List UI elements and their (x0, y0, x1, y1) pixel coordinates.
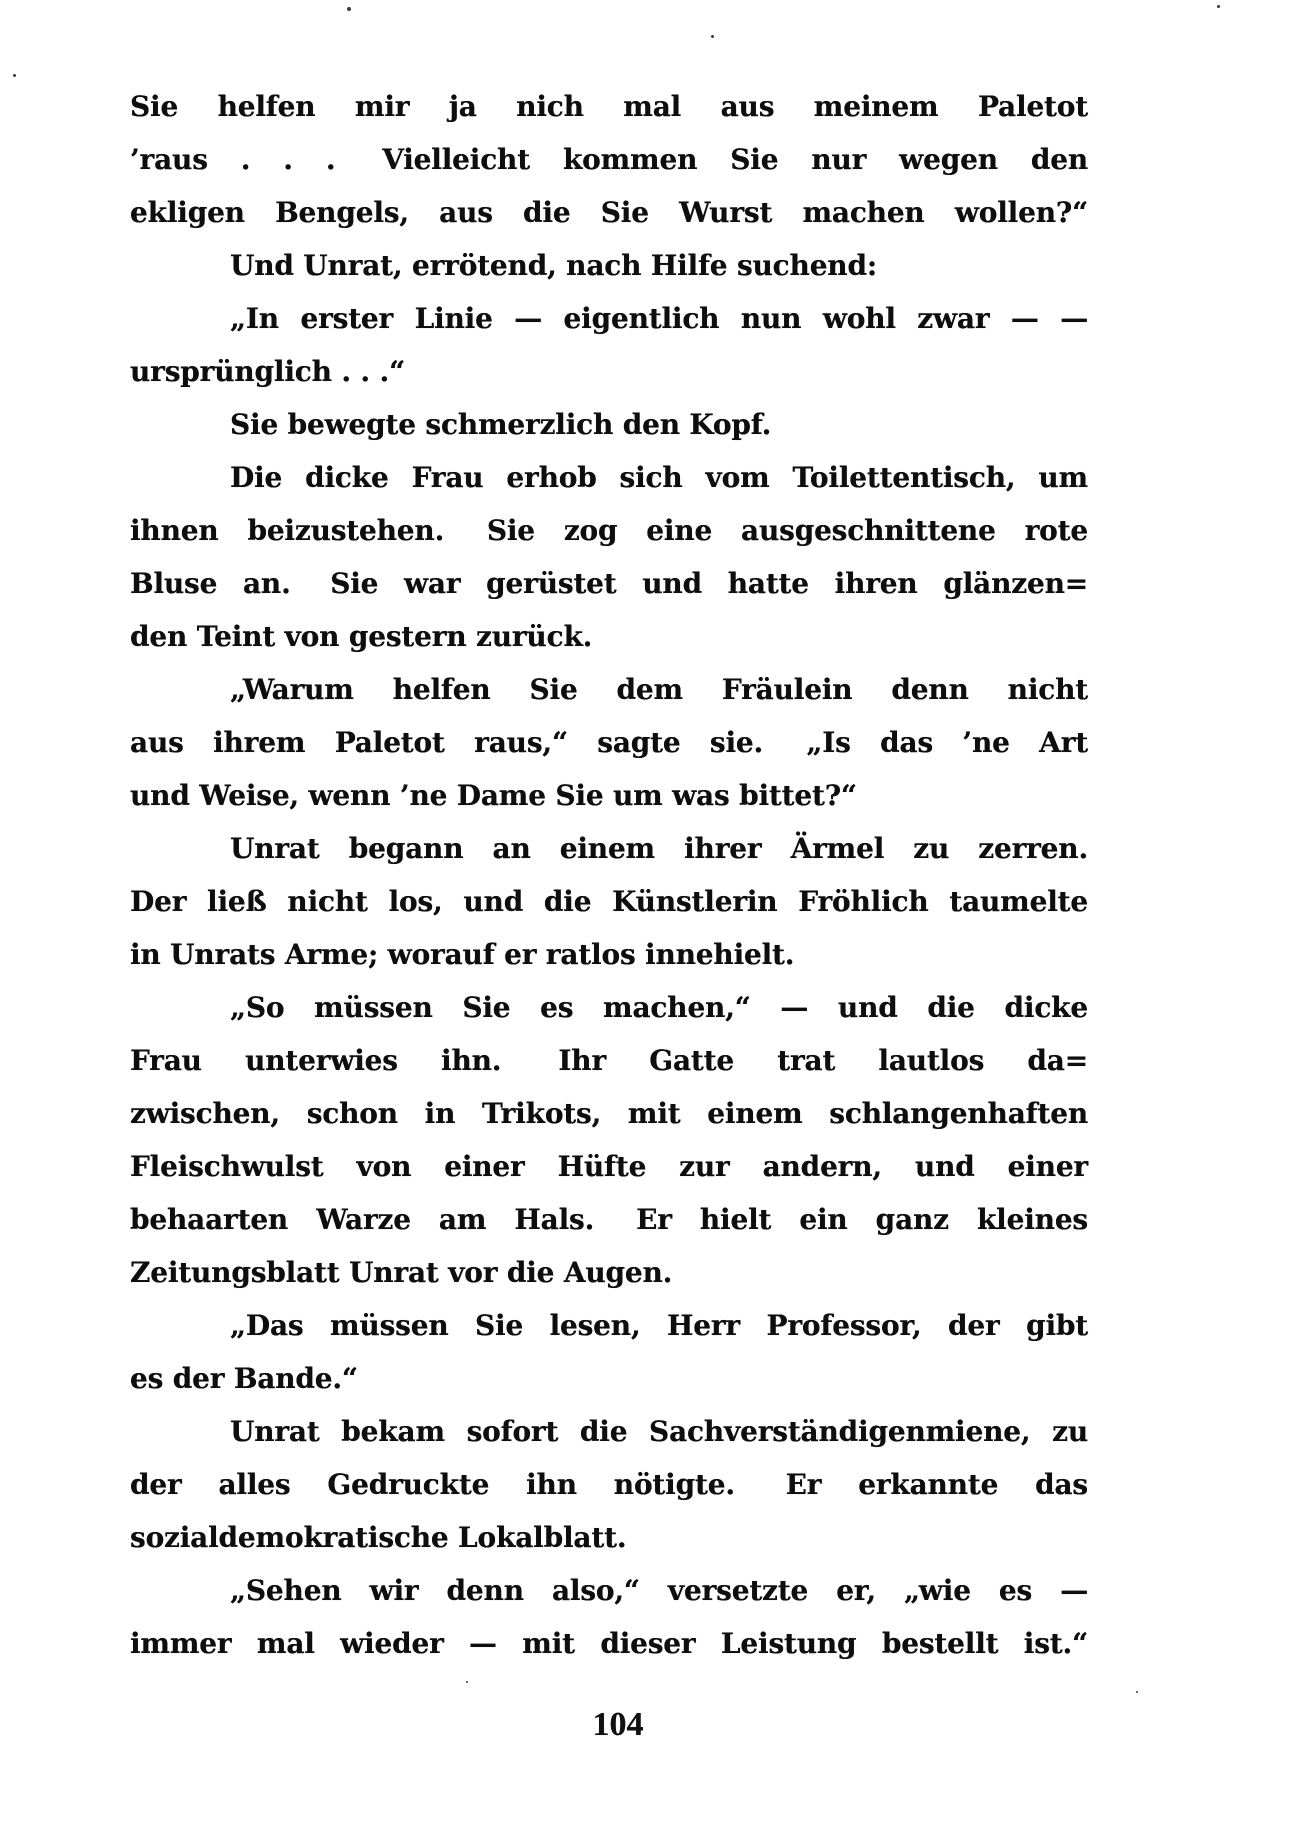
text-line (130, 557, 1088, 610)
scan-speck (1217, 5, 1220, 8)
text-line-content: und Weise, wenn ’ne Dame Sie um was bittet?“ (130, 779, 857, 812)
text-line (130, 504, 1088, 557)
text-line-content: ekligen Bengels, aus die Sie Wurst machen wollen?“ (130, 196, 1088, 229)
text-line (130, 80, 1088, 133)
text-line (130, 1511, 1088, 1564)
text-line (130, 398, 1088, 451)
text-line (130, 1140, 1088, 1193)
text-line (130, 1352, 1088, 1405)
text-line-content: aus ihrem Paletot raus,“ sagte sie. „Is das ’ne Art (130, 726, 1088, 759)
text-line-content: Sie bewegte schmerzlich den Kopf. (230, 408, 772, 441)
text-line-content: „Sehen wir denn also,“ versetzte er, „wie es — (230, 1574, 1088, 1607)
text-line (130, 1299, 1088, 1352)
text-line-content: es der Bande.“ (130, 1362, 358, 1395)
text-line (130, 1617, 1088, 1670)
text-line-content: Unrat bekam sofort die Sachverständigenmiene, zu (230, 1415, 1088, 1448)
text-line (130, 1034, 1088, 1087)
scan-speck (1136, 1691, 1138, 1693)
text-line-content: Fleischwulst von einer Hüfte zur andern, und einer (130, 1150, 1088, 1183)
text-line (130, 1458, 1088, 1511)
text-line-content: immer mal wieder — mit dieser Leistung bestellt ist.“ (130, 1627, 1088, 1660)
text-line (130, 133, 1088, 186)
text-line-content: den Teint von gestern zurück. (130, 620, 593, 653)
text-line (130, 1087, 1088, 1140)
text-line (130, 1564, 1088, 1617)
text-line-content: Die dicke Frau erhob sich vom Toilettentisch, um (230, 461, 1088, 494)
text-line-content: Bluse an. Sie war gerüstet und hatte ihren glänzen= (130, 567, 1088, 600)
text-line-content: Sie helfen mir ja nich mal aus meinem Paletot (130, 90, 1088, 123)
text-line (130, 981, 1088, 1034)
text-line (130, 345, 1088, 398)
text-block (130, 80, 1088, 1670)
text-line-content: ihnen beizustehen. Sie zog eine ausgeschnittene rote (130, 514, 1088, 547)
text-line-content: Zeitungsblatt Unrat vor die Augen. (130, 1256, 673, 1289)
text-line-content: ursprünglich . . .“ (130, 355, 405, 388)
scan-speck (466, 1681, 468, 1683)
text-line (130, 1405, 1088, 1458)
text-line (130, 610, 1088, 663)
text-line (130, 875, 1088, 928)
text-line (130, 769, 1088, 822)
text-line (130, 928, 1088, 981)
text-line-content: sozialdemokratische Lokalblatt. (130, 1521, 627, 1554)
text-line (130, 186, 1088, 239)
text-line (130, 663, 1088, 716)
text-line-content: Frau unterwies ihn. Ihr Gatte trat lautlos da= (130, 1044, 1088, 1077)
text-line (130, 716, 1088, 769)
text-line-content: „In erster Linie — eigentlich nun wohl zwar — — (230, 302, 1088, 335)
text-line-content: Unrat begann an einem ihrer Ärmel zu zerren. (230, 832, 1088, 865)
scan-speck (711, 35, 714, 38)
text-line-content: in Unrats Arme; worauf er ratlos innehielt. (130, 938, 795, 971)
text-line (130, 822, 1088, 875)
scan-speck (347, 7, 351, 11)
scan-speck (13, 74, 16, 77)
text-line-content: Und Unrat, errötend, nach Hilfe suchend: (230, 249, 877, 282)
text-line (130, 292, 1088, 345)
text-line-content: ’raus . . . Vielleicht kommen Sie nur wegen den (130, 143, 1088, 176)
page-number: 104 (592, 1706, 644, 1743)
text-line (130, 1193, 1088, 1246)
text-line-content: der alles Gedruckte ihn nötigte. Er erkannte das (130, 1468, 1088, 1501)
text-line-content: Der ließ nicht los, und die Künstlerin Fröhlich taumelte (130, 885, 1088, 918)
text-line-content: behaarten Warze am Hals. Er hielt ein ganz kleines (130, 1203, 1088, 1236)
text-line (130, 1246, 1088, 1299)
text-line-content: „So müssen Sie es machen,“ — und die dicke (230, 991, 1088, 1024)
text-line (130, 239, 1088, 292)
text-line (130, 451, 1088, 504)
text-line-content: „Warum helfen Sie dem Fräulein denn nicht (230, 673, 1088, 706)
text-line-content: „Das müssen Sie lesen, Herr Professor, der gibt (230, 1309, 1088, 1342)
text-line-content: zwischen, schon in Trikots, mit einem schlangenhaften (130, 1097, 1088, 1130)
